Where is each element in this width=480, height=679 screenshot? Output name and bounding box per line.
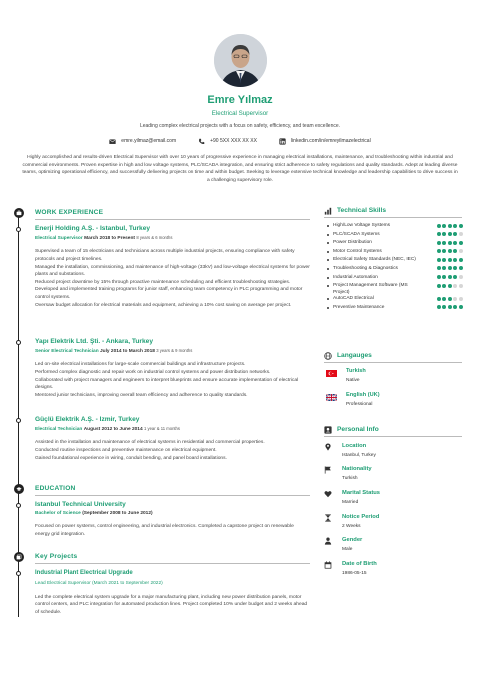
rating-dot: [442, 275, 446, 279]
turkey-flag-icon: [326, 370, 337, 377]
education-school: Istanbul Technical University: [35, 501, 126, 508]
timeline-dot: [16, 340, 21, 345]
rating-dot: [437, 258, 441, 262]
notice-period-label: Notice Period: [342, 514, 380, 520]
skill-rating: [437, 249, 463, 253]
tagline: Leading complex electrical projects with a focus on safety, efficiency, and team excellence.: [139, 123, 341, 129]
personal-notice-period: [324, 514, 379, 530]
skill-name: High/Low Voltage Systems: [333, 223, 391, 228]
personal-date-of-birth: [324, 561, 377, 577]
experience-role: Electrical Technician: [35, 426, 83, 432]
skill-rating: [437, 275, 463, 279]
rating-dot: [448, 224, 452, 228]
skill-rating: [437, 224, 463, 228]
rating-dot: [459, 241, 463, 245]
rating-dot: [437, 284, 441, 288]
date-of-birth-value: 1986-05-15: [342, 570, 367, 576]
location-pin-icon: [324, 443, 332, 451]
rating-dot: [437, 275, 441, 279]
experience-meta: [35, 426, 310, 433]
marital-status-value: Married: [342, 499, 359, 505]
rating-dot: [442, 284, 446, 288]
rating-dot: [453, 249, 457, 253]
email-text: emre.yilmaz@email.com: [121, 138, 177, 145]
phone-text: +90 5XX XXX XX XX: [210, 138, 257, 145]
rating-dot: [442, 258, 446, 262]
experience-duration: 1 year & 11 months: [143, 425, 180, 431]
rating-dot: [437, 241, 441, 245]
project-title: Industrial Plant Electrical Upgrade: [35, 570, 133, 576]
skill-item: [327, 257, 463, 266]
education-rule: [35, 495, 310, 496]
rating-dot: [459, 249, 463, 253]
skill-label-wrap: [327, 249, 422, 255]
rating-dot: [442, 305, 446, 309]
skill-label-wrap: [327, 305, 422, 311]
contact-email[interactable]: [109, 138, 176, 145]
rating-dot: [453, 266, 457, 270]
work-experience-rule: [35, 219, 310, 220]
timeline-dot: [16, 227, 21, 232]
key-projects-rule: [35, 563, 310, 564]
skill-rating: [437, 241, 463, 245]
language-item-english: [326, 392, 380, 408]
linkedin-icon: [279, 138, 286, 145]
experience-entry-3: [35, 416, 310, 462]
skill-label-wrap: [327, 296, 422, 302]
rating-dot: [459, 232, 463, 236]
education-description: Focused on power systems, control engineering, and industrial electronics. Completed a capstone project on renewable energy grid integration.: [35, 524, 294, 537]
rating-dot: [448, 275, 452, 279]
rating-dot: [459, 297, 463, 301]
gender-label: Gender: [342, 537, 363, 543]
calendar-icon: [324, 561, 332, 569]
project-entry: [35, 569, 310, 616]
contact-linkedin[interactable]: [279, 138, 371, 145]
experience-company: Enerji Holding A.Ş. - Istanbul, Turkey: [35, 225, 151, 232]
skill-name: Electrical Safety Standards (NEC, IEC): [333, 257, 416, 263]
experience-entry-1: [35, 225, 310, 309]
skill-name: Troubleshooting & Diagnostics: [333, 265, 398, 271]
education-degree: Bachelor of Science: [35, 510, 81, 516]
skill-item: [327, 275, 463, 284]
language-item-turkish: [326, 368, 366, 384]
bullet: [327, 268, 329, 270]
project-dates: (March 2021 to September 2022): [92, 581, 163, 587]
nationality-value: Turkish: [342, 475, 358, 481]
skill-label-wrap: [327, 257, 422, 263]
contact-phone[interactable]: [198, 138, 257, 145]
bullet: [327, 307, 329, 309]
timeline-dot: [16, 418, 21, 423]
skill-name: Power Distribution: [333, 240, 372, 246]
experience-duration: 3 years & 9 months: [156, 347, 193, 353]
rating-dot: [437, 232, 441, 236]
bullet: [327, 259, 329, 261]
hourglass-icon: [324, 514, 332, 522]
education-meta: [35, 511, 310, 517]
gender-value: Male: [342, 546, 353, 552]
rating-dot: [459, 224, 463, 228]
education-heading: EDUCATION: [35, 485, 76, 492]
education-entry: [35, 501, 310, 539]
experience-meta: [35, 235, 310, 242]
date-of-birth-label: Date of Birth: [342, 561, 377, 567]
skill-item: [327, 283, 463, 296]
experience-company: Güçlü Elektrik A.Ş. - Izmir, Turkey: [35, 416, 140, 423]
skill-item: [327, 223, 463, 232]
experience-role: Electrical Supervisor: [35, 235, 83, 241]
rating-dot: [442, 297, 446, 301]
rating-dot: [448, 249, 452, 253]
bullet: [327, 225, 329, 227]
rating-dot: [437, 266, 441, 270]
rating-dot: [453, 232, 457, 236]
heart-icon: [324, 490, 332, 498]
skill-name: Project Management Software (MS Project): [333, 283, 408, 295]
skill-rating: [437, 305, 463, 309]
experience-description: Supervised a team of 15 electricians and technicians across multiple industrial projects, ensuring compliance with safety protocols and project timelines. Managed the installation, commissioning, and maintenance of high-voltage (33kV) and low-voltage electrical systems for power plants and substations. Reduced project downtime by 15% through proactive maintenance scheduling and efficient troubleshooting strategies. Developed and implemented training programs for junior staff, enhancing team competency in PLC programming and motor control systems. Oversaw budget allocation for electrical materials and equipment, achieving a 10% cost saving on average per project.: [35, 249, 310, 308]
personal-gender: [324, 537, 362, 553]
rating-dot: [459, 284, 463, 288]
skill-name: Preventive Maintenance: [333, 304, 385, 310]
rating-dot: [453, 258, 457, 262]
skill-item: [327, 240, 463, 249]
rating-dot: [448, 266, 452, 270]
experience-dates: July 2014 to March 2018: [99, 348, 155, 354]
experience-dates: March 2018 to Present: [84, 235, 136, 241]
bullet: [327, 277, 329, 279]
experience-description: Assisted in the installation and maintenance of electrical systems in residential and commercial properties. Conducted routine inspections and preventive maintenance on electrical equipment. Gained foundational experience in wiring, conduit bending, and panel board installations.: [35, 440, 265, 461]
experience-meta: [35, 348, 310, 355]
skill-label-wrap: [327, 240, 422, 246]
rating-dot: [442, 232, 446, 236]
bullet: [327, 242, 329, 244]
key-projects-heading: Key Projects: [35, 553, 78, 560]
personal-info-rule: [324, 436, 462, 437]
skill-label-wrap: [327, 266, 422, 272]
rating-dot: [442, 241, 446, 245]
skill-label-wrap: [327, 275, 422, 281]
graduation-cap-icon: [14, 484, 24, 494]
rating-dot: [448, 305, 452, 309]
profile-photo-illustration: [214, 34, 267, 87]
experience-entry-2: [35, 338, 310, 399]
experience-role: Senior Electrical Technician: [35, 348, 99, 354]
rating-dot: [453, 241, 457, 245]
experience-description: Led on-site electrical installations for large-scale commercial buildings and infrastructure projects. Performed complex diagnostic and repair work on industrial control systems and power distribution networks. Collaborated with project managers and engineers to interpret blueprints and ensure accurate implementation of electrical designs. Mentored junior technicians, improving overall team efficiency and adherence to quality standards.: [35, 362, 299, 398]
skill-name: Motor Control Systems: [333, 248, 382, 254]
briefcase-icon: [14, 208, 24, 218]
profile-photo: [214, 34, 267, 87]
experience-dates: August 2012 to June 2014: [83, 426, 143, 432]
skill-item: [327, 305, 463, 314]
skill-item: [327, 266, 463, 275]
rating-dot: [442, 249, 446, 253]
marital-status-label: Marital Status: [342, 490, 381, 496]
rating-dot: [437, 305, 441, 309]
rating-dot: [453, 297, 457, 301]
timeline-dot: [16, 503, 21, 508]
nationality-label: Nationality: [342, 466, 372, 472]
personal-marital-status: [324, 490, 380, 506]
education-dates: (September 2008 to June 2012): [82, 510, 153, 516]
rating-dot: [437, 224, 441, 228]
skill-label-wrap: [327, 283, 422, 296]
languages-rule: [324, 362, 462, 363]
project-role: Lead Electrical Supervisor: [35, 581, 91, 587]
skill-name: Industrial Automation: [333, 274, 378, 280]
rating-dot: [459, 275, 463, 279]
rating-dot: [442, 224, 446, 228]
skill-rating: [437, 258, 463, 262]
rating-dot: [448, 258, 452, 262]
location-label: Location: [342, 443, 367, 449]
project-description: Led the complete electrical system upgrade for a major manufacturing plant, including new power distribution panels, motor control centers, and PLC integration for automated production lines. Project completed 10% under budget and 2 weeks ahead of schedule.: [35, 594, 308, 615]
experience-duration: 8 years & 6 months: [136, 234, 173, 240]
skill-rating: [437, 284, 463, 288]
rating-dot: [453, 305, 457, 309]
language-name: Turkish: [346, 368, 366, 374]
globe-icon: [324, 352, 332, 360]
location-value: Istanbul, Turkey: [342, 452, 376, 458]
personal-location: [324, 443, 376, 459]
rating-dot: [453, 224, 457, 228]
job-title: Electrical Supervisor: [211, 110, 269, 117]
rating-dot: [448, 232, 452, 236]
rating-dot: [453, 275, 457, 279]
contact-bar: [0, 138, 480, 145]
rating-dot: [442, 266, 446, 270]
rating-dot: [448, 297, 452, 301]
work-experience-heading: WORK EXPERIENCE: [35, 209, 104, 216]
rating-dot: [459, 266, 463, 270]
experience-company: Yapı Elektrik Ltd. Şti. - Ankara, Turkey: [35, 338, 153, 345]
bullet: [327, 298, 329, 300]
technical-skills-heading: Technical Skills: [337, 207, 386, 214]
phone-icon: [198, 138, 205, 145]
personal-nationality: [324, 466, 372, 482]
rating-dot: [459, 305, 463, 309]
skill-item: [327, 296, 463, 305]
person-icon: [324, 537, 332, 545]
project-meta: [35, 581, 310, 587]
languages-heading: Langauges: [337, 352, 372, 359]
bullet: [327, 234, 329, 236]
rating-dot: [459, 258, 463, 262]
skill-rating: [437, 232, 463, 236]
bullet: [327, 251, 329, 253]
timeline-dot: [16, 571, 21, 576]
skill-rating: [437, 266, 463, 270]
skill-label-wrap: [327, 223, 422, 229]
linkedin-text: linkedin.com/in/emreyilmazelectrical: [290, 138, 371, 145]
rating-dot: [453, 284, 457, 288]
project-folder-icon: [14, 552, 24, 562]
email-icon: [109, 138, 116, 145]
skill-rating: [437, 297, 463, 301]
uk-flag-icon: [326, 394, 337, 401]
chart-icon: [324, 207, 332, 215]
skill-name: AutoCAD Electrical: [333, 296, 374, 302]
rating-dot: [448, 284, 452, 288]
personal-info-heading: Personal Info: [337, 426, 379, 433]
skill-item: [327, 232, 463, 241]
skill-label-wrap: [327, 232, 422, 238]
notice-period-value: 2 Weeks: [342, 523, 361, 529]
skill-name: PLC/SCADA Systems: [333, 231, 380, 237]
rating-dot: [448, 241, 452, 245]
rating-dot: [437, 249, 441, 253]
language-name: English (UK): [346, 392, 380, 398]
language-level: Professional: [346, 401, 373, 407]
profile-summary: Highly accomplished and results-driven Electrical Supervisor with over 10 years of progressive experience in managing electrical installations, maintenance, and troubleshooting within industrial and commercial environments. Proven expertise in high and low voltage systems, PLC/SCADA integration, and ensuring strict adherence to safety regulations and quality standards. Adept at leading diverse teams, optimizing operational efficiency, and successfully delivering projects on time and within budget. Seeking to leverage extensive technical knowledge and leadership capabilities to drive success in a challenging supervisory role.: [22, 155, 458, 183]
candidate-name: Emre Yılmaz: [207, 94, 273, 106]
bullet: [327, 285, 329, 287]
flag-icon: [324, 466, 332, 474]
technical-skills-rule: [324, 217, 462, 218]
skills-list: [327, 223, 463, 313]
language-level: Native: [346, 377, 360, 383]
rating-dot: [437, 297, 441, 301]
id-card-icon: [324, 426, 332, 434]
